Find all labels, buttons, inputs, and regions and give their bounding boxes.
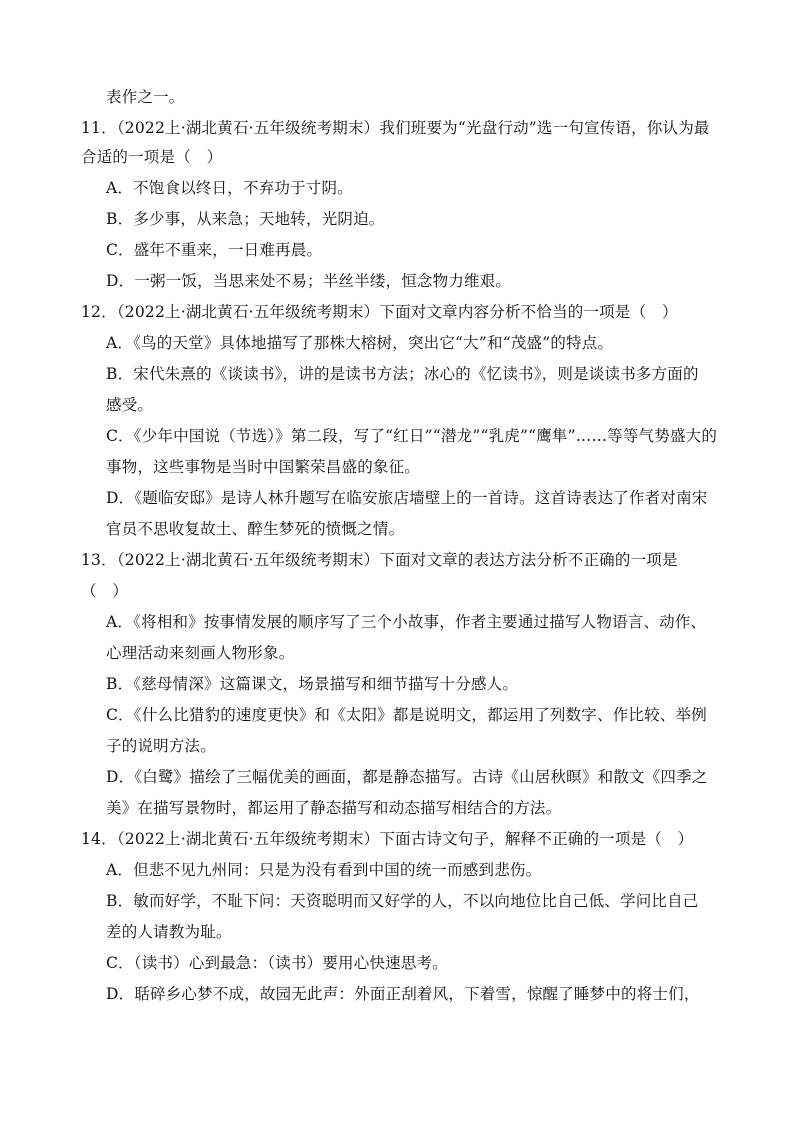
question-14-stem: 14．（2022上·湖北黄石·五年级统考期末）下面古诗文句子，解释不正确的一项是（ ） — [81, 830, 694, 848]
question-14-option-a: A．但悲不见九州同：只是为没有看到中国的统一而感到悲伤。 — [106, 861, 542, 879]
question-13-stem-line-2: （ ） — [81, 582, 129, 600]
question-11-option-d: D．一粥一饭，当思来处不易；半丝半缕，恒念物力维艰。 — [106, 272, 512, 290]
question-12-option-d-line-2: 官员不思收复故土、醉生梦死的愤慨之情。 — [106, 520, 405, 538]
question-11-option-b: B．多少事，从来急；天地转，光阴迫。 — [106, 210, 385, 228]
question-13-option-a-line-2: 心理活动来刻画人物形象。 — [106, 644, 295, 662]
question-13-option-d-line-1: D．《白鹭》描绘了三幅优美的画面，都是静态描写。古诗《山居秋暝》和散文《四季之 — [106, 768, 708, 786]
question-12-option-b-line-2: 感受。 — [106, 396, 154, 414]
question-12-stem: 12．（2022上·湖北黄石·五年级统考期末）下面对文章内容分析不恰当的一项是（ ） — [81, 303, 678, 321]
question-13-stem-line-1: 13．（2022上·湖北黄石·五年级统考期末）下面对文章的表达方法分析不正确的一项是 — [81, 551, 678, 569]
question-14-option-b-line-1: B．敏而好学，不耻下问：天资聪明而又好学的人，不以向地位比自己低、学问比自己 — [106, 892, 699, 910]
question-12-option-d-line-1: D．《题临安邸》是诗人林升题写在临安旅店墙壁上的一首诗。这首诗表达了作者对南宋 — [106, 489, 708, 507]
question-14-option-b-line-2: 差的人请教为耻。 — [106, 923, 232, 941]
question-13-option-c-line-2: 子的说明方法。 — [106, 737, 216, 755]
question-13-option-a-line-1: A．《将相和》按事情发展的顺序写了三个小故事，作者主要通过描写人物语言、动作、 — [106, 613, 707, 631]
question-12-option-c-line-2: 事物，这些事物是当时中国繁荣昌盛的象征。 — [106, 458, 421, 476]
question-12-option-b-line-1: B．宋代朱熹的《谈读书》，讲的是读书方法；冰心的《忆读书》，则是谈读书多方面的 — [106, 365, 699, 383]
question-11-option-a: A．不饱食以终日，不弃功于寸阴。 — [106, 179, 353, 197]
question-13-option-b: B．《慈母情深》这篇课文，场景描写和细节描写十分感人。 — [106, 675, 519, 693]
question-11-stem-line-1: 11．（2022上·湖北黄石·五年级统考期末）我们班要为“光盘行动”选一句宣传语，你认为最 — [81, 119, 710, 137]
question-14-option-d-line-1: D．聒碎乡心梦不成，故园无此声：外面正刮着风，下着雪，惊醒了睡梦中的将士们， — [106, 985, 700, 1003]
carry-over-text: 表作之一。 — [106, 88, 185, 106]
question-14-option-c: C．（读书）心到最急：（读书）要用心快速思考。 — [106, 954, 448, 972]
question-12-option-a: A．《鸟的天堂》具体地描写了那株大榕树，突出它“大”和“茂盛”的特点。 — [106, 334, 614, 352]
question-13-option-c-line-1: C．《什么比猎豹的速度更快》和《太阳》都是说明文，都运用了列数字、作比较、举例 — [106, 706, 707, 724]
question-11-stem-line-2: 合适的一项是（ ） — [81, 148, 223, 166]
question-11-option-c: C．盛年不重来，一日难再晨。 — [106, 241, 323, 259]
question-12-option-c-line-1: C．《少年中国说（节选）》第二段，写了“红日”“潜龙”“乳虎”“鹰隼”……等等气势盛大的 — [106, 427, 718, 445]
question-13-option-d-line-2: 美》在描写景物时，都运用了静态描写和动态描写相结合的方法。 — [106, 799, 562, 817]
